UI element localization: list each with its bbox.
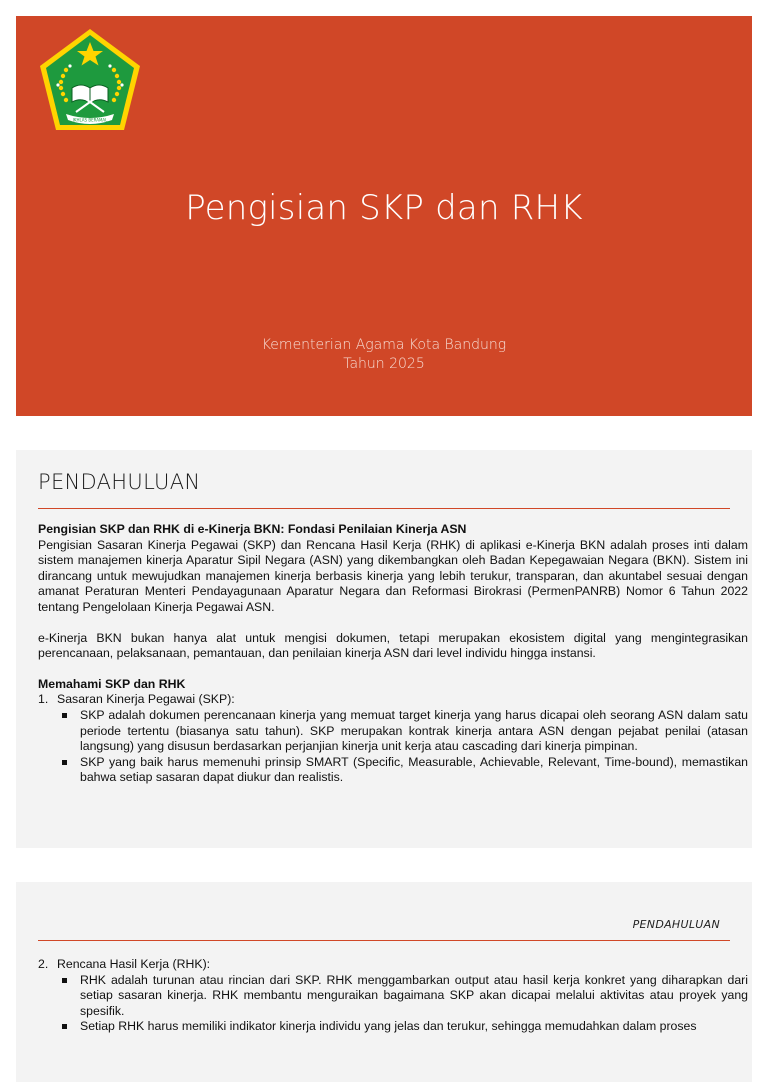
square-bullet-icon [62, 978, 67, 983]
presentation-title: Pengisian SKP dan RHK [185, 188, 583, 228]
content-slide-pendahuluan-continued [16, 882, 752, 1082]
list-item-label: Sasaran Kinerja Pegawai (SKP): [57, 692, 235, 707]
bullet-text: RHK adalah turunan atau rincian dari SKP. RHK menggambarkan output atau hasil kerja konkret yang diharapkan dari setiap sasaran kinerja. RHK membantu menguraikan bagaimana SKP akan dicapai melalui aktivitas atau proyek yang spesifik. [80, 972, 748, 1018]
bullet-item [57, 755, 748, 786]
bullet-list [57, 708, 748, 786]
list-number: 1. [38, 692, 49, 707]
title-slide [16, 16, 752, 416]
square-bullet-icon [62, 760, 67, 765]
skp-rhk-heading: Memahami SKP dan RHK [38, 676, 186, 691]
section-title: PENDAHULUAN [38, 470, 201, 494]
ekinerja-paragraph: e-Kinerja BKN bukan hanya alat untuk mengisi dokumen, tetapi merupakan ekosistem digital yang mengintegrasikan perencanaan, pelaksanaan, pemantauan, dan penilaian kinerja ASN dari level individu hingga instansi. [38, 630, 748, 661]
list-item [38, 957, 748, 1035]
intro-paragraph: Pengisian Sasaran Kinerja Pegawai (SKP) dan Rencana Hasil Kerja (RHK) di aplikasi e-Kinerja BKN adalah proses inti dalam sistem manajemen kinerja Aparatur Sipil Negara (ASN) yang dikembangkan oleh Badan Kepegawaian Negara (BKN). Sistem ini dirancang untuk mewujudkan manajemen kinerja berbasis kinerja yang lebih terukur, transparan, dan akuntabel sesuai dengan amanat Peraturan Menteri Pendayagunaan Aparatur Negara dan Reformasi Birokrasi (PermenPANRB) Nomor 6 Tahun 2022 tentang Pengelolaan Kinerja Pegawai ASN. [38, 537, 748, 614]
slide-body [38, 957, 748, 1035]
title-divider [38, 508, 730, 509]
slide-body [38, 522, 748, 786]
presentation-subtitle [16, 336, 752, 374]
kemenag-emblem-icon [36, 26, 144, 136]
content-slide-pendahuluan [16, 450, 752, 848]
square-bullet-icon [62, 713, 67, 718]
numbered-list [38, 692, 748, 786]
bullet-list [57, 973, 748, 1035]
title-divider [38, 940, 730, 941]
list-item-label: Rencana Hasil Kerja (RHK): [57, 957, 211, 971]
square-bullet-icon [62, 1024, 67, 1029]
bullet-text: Setiap RHK harus memiliki indikator kinerja individu yang jelas dan terukur, sehingga memudahkan dalam proses [80, 1019, 697, 1034]
bullet-text: SKP adalah dokumen perencanaan kinerja yang memuat target kinerja yang harus dicapai oleh seorang ASN dalam satu periode tertentu (biasanya satu tahun). SKP merupakan kontrak kinerja antara ASN dengan pejabat penilai (atasan langsung) yang disusun berdasarkan perjanjian kinerja unit kerja atau cascading dari kinerja pimpinan. [80, 707, 748, 754]
list-item [38, 692, 748, 786]
organization-name: Kementerian Agama Kota Bandung [261, 337, 507, 353]
year-label: Tahun 2025 [343, 356, 425, 372]
bullet-item [57, 973, 748, 1020]
bullet-item [57, 708, 748, 755]
intro-heading: Pengisian SKP dan RHK di e-Kinerja BKN: Fondasi Penilaian Kinerja ASN [38, 522, 467, 536]
numbered-list [38, 957, 748, 1035]
bullet-item [57, 1019, 748, 1035]
section-tag: PENDAHULUAN [632, 918, 720, 931]
list-number: 2. [38, 957, 49, 971]
svg-text:IKHLAS BERAMAL: IKHLAS BERAMAL [72, 117, 108, 123]
bullet-text: SKP yang baik harus memenuhi prinsip SMART (Specific, Measurable, Achievable, Relevant, Time-bound), memastikan bahwa setiap sasaran dapat diukur dan realistis. [80, 754, 748, 785]
